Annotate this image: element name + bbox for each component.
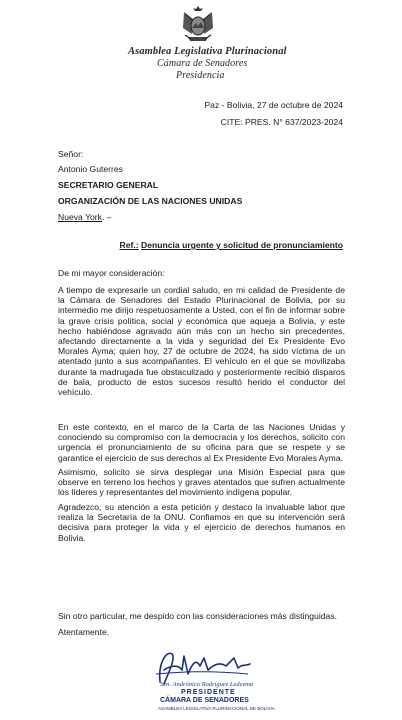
reference-line (120, 240, 343, 251)
cite-number: CITE: PRES. N° 637/2023-2024 (220, 117, 343, 127)
stamp-name: Sen. Andrónico Rodríguez Ledezma (160, 681, 254, 688)
body-paragraph-3: Asimismo, solicito se sirva desplegar una Misión Especial para que observe en terreno los hechos y graves atentados que sufren actualmente los líderes y representantes del movimiento indígena popular. (58, 467, 345, 498)
recipient-title: SECRETARIO GENERAL (58, 180, 159, 190)
stamp-role: PRESIDENTE (181, 689, 236, 696)
recipient-city (58, 212, 112, 223)
letterhead-line-assembly: Asamblea Legislativa Plurinacional (128, 46, 287, 57)
reference-text: Denuncia urgente y solicitud de pronunciamiento (141, 240, 343, 250)
body-paragraph-4: Agradezco, su atención a esta petición y destaco la invaluable labor que realiza la Secretaría de la ONU. Confiamos en que su intervención será decisiva para proteger la vida y el ejercicio de derechos humanos en Bolivia. (58, 502, 345, 543)
body-paragraph-1: A tiempo de expresarle un cordial saludo, en mi calidad de Presidente de la Cámara de Senadores del Estado Plurinacional de Bolivia, por su intermedio me dirijo respetuosamente a Usted, con el fin de informar sobre la grave crisis política, social y económica que aqueja a Bolivia, y este hecho habiéndose agravado aún más con un hecho sin precedentes, afectando directamente a la vida y seguridad del Ex Presidente Evo Morales Ayma; quien hoy, 27 de octubre de 2024, ha sido víctima de un atentado junto a sus acompañantes. El vehículo en el que se movilizaba durante la madrugada fue obstaculizado y posteriormente recibió disparos de bala, producto de estos sucesos resultó herido el conductor del vehículo. (58, 285, 345, 398)
place-date: Paz - Bolivia, 27 de octubre de 2024 (204, 100, 343, 110)
salutation-label: Señor: (58, 149, 84, 159)
recipient-organization: ORGANIZACIÓN DE LAS NACIONES UNIDAS (58, 196, 243, 206)
body-paragraph-2: En este contexto, en el marco de la Carta de las Naciones Unidas y conociendo su compromiso con la democracia y los derechos, solicito con urgencia el pronunciamiento de su oficina para que se respete y se garantice el ejercicio de sus derechos al Ex Presidente Evo Morales Ayma. (58, 422, 345, 463)
greeting: De mi mayor consideración: (58, 268, 165, 278)
letterhead-line-chamber: Cámara de Senadores (157, 58, 248, 69)
reference-label: Ref.: (119, 240, 139, 250)
closing-line: Sin otro particular, me despido con las consideraciones más distinguidas. (58, 611, 337, 621)
city-suffix: . – (101, 212, 112, 222)
stamp-organization: CÁMARA DE SENADORES (160, 697, 249, 704)
sign-off: Atentamente. (58, 627, 110, 637)
recipient-name: Antonio Guterres (58, 164, 123, 174)
letterhead-line-presidency: Presidencia (176, 70, 225, 81)
bolivia-coat-of-arms-icon (180, 4, 216, 44)
city-name: Nueva York (58, 212, 102, 222)
stamp-subtitle: ASAMBLEA LEGISLATIVA PLURINACIONAL DE BOLIVIA (158, 706, 275, 711)
